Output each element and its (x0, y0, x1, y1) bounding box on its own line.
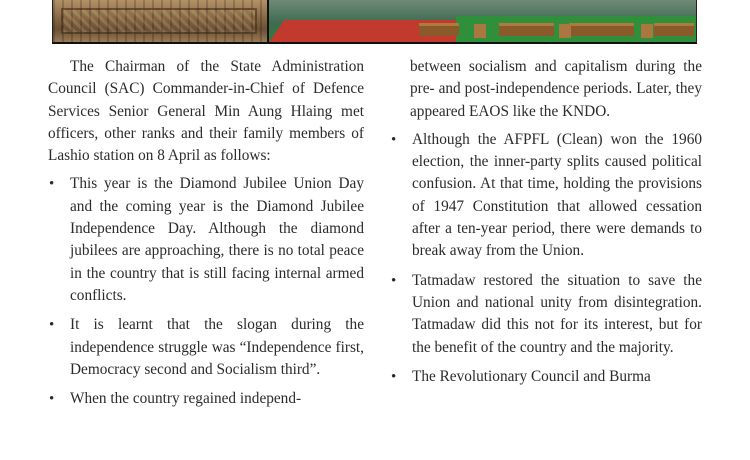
left-bullet-list (48, 173, 364, 410)
meeting-hall-photo (269, 0, 696, 42)
right-bullet-list (390, 129, 702, 388)
list-item: • Tatmadaw restored the situation to save the Union and national unity from disintegration. Tatmadaw did this not for its interest, but for the benefit of the country and the majority. (390, 270, 702, 359)
left-text-column (48, 56, 364, 417)
carved-throne-photo (53, 0, 267, 42)
list-item: • When the country regained independ- (48, 388, 364, 410)
continuation-paragraph: between socialism and capitalism during the pre- and post-independence periods. Later, they appeared EAOS like the KNDO. (410, 58, 702, 120)
list-item: • This year is the Diamond Jubilee Union Day and the coming year is the Diamond Jubilee Independence Day. Although the diamond jubilees are approaching, there is no total peace in the country that is still facing internal armed conflicts. (48, 173, 364, 307)
header-photo (52, 0, 697, 44)
list-item: • The Revolutionary Council and Burma (390, 366, 702, 388)
intro-paragraph: The Chairman of the State Administration Council (SAC) Commander-in-Chief of Defence Services Senior General Min Aung Hlaing met officers, other ranks and their family members of Lashio station on 8 April as follows: (48, 58, 364, 165)
list-item: • It is learnt that the slogan during the independence struggle was “Independence first, Democracy second and Socialism third”. (48, 314, 364, 381)
list-item: • Although the AFPFL (Clean) won the 1960 election, the inner-party splits caused political confusion. At that time, holding the provisions of 1947 Constitution that allowed cessation after a ten-year period, there were demands to break away from the Union. (390, 129, 702, 263)
right-text-column (390, 56, 702, 395)
